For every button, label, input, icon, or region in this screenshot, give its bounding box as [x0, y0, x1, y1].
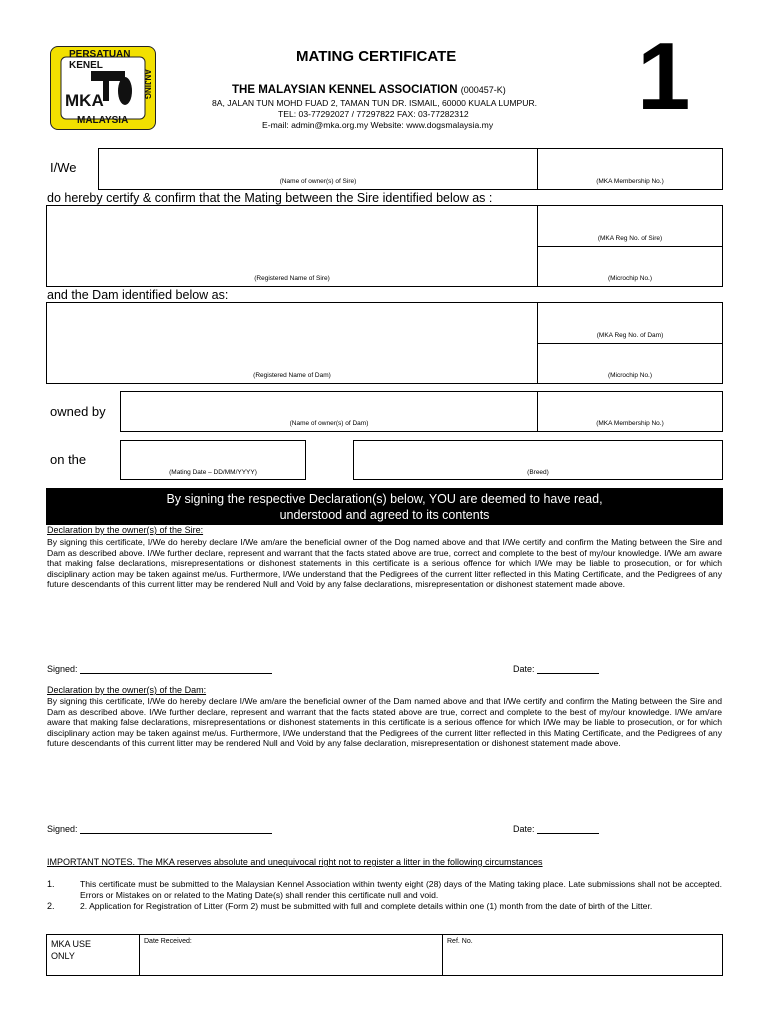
dam-signature-row: [47, 824, 272, 834]
banner-line-2: understood and agreed to its contents: [279, 508, 490, 522]
office-use-box: [46, 934, 723, 976]
form-number: 1: [637, 23, 691, 130]
dam-name-field[interactable]: [47, 303, 537, 383]
org-reg: (000457-K): [460, 85, 506, 95]
sire-date-line[interactable]: [537, 664, 599, 674]
ref-no-field[interactable]: [443, 935, 722, 975]
dam-owner-membership-caption: (MKA Membership No.): [596, 420, 664, 427]
dam-date-label: Date:: [513, 824, 535, 834]
note-1-text: This certificate must be submitted to the Malaysian Kennel Association within twenty eight (28) days of the Mating taking place. Late submissions shall not be accepted. Errors or Mistakes on or related to the Mating Date(s) shall render this certificate null and void.: [80, 879, 722, 900]
sire-owner-membership-caption: (MKA Membership No.): [596, 178, 664, 185]
date-received-field[interactable]: [140, 935, 442, 975]
org-name-line: [232, 84, 506, 96]
logo-middle-text: MKA: [65, 91, 104, 110]
logo-bottom-text: MALAYSIA: [77, 115, 129, 126]
office-use-label: MKA USE ONLY: [51, 939, 92, 961]
dam-signed-label: Signed:: [47, 824, 78, 834]
note-2-text: 2. Application for Registration of Litter (Form 2) must be submitted with full and complete details within one (1) month from the date of birth of the Litter.: [80, 901, 653, 911]
sire-declaration-heading: Declaration by the owner(s) of the Sire:: [47, 525, 204, 535]
date-received-label: Date Received:: [144, 938, 192, 945]
sire-date-row: [513, 664, 599, 674]
sire-signature-line[interactable]: [80, 664, 272, 674]
sire-declaration-text: By signing this certificate, I/We do hereby declare I/We am/are the beneficial owner of the Dog named above and that I/We certify and confirm the Mating between the Sire and Dam as described above. I/We further declare, represent and warrant that the facts stated above are true, correct and complete to the best of my/our knowledge. I/We am aware that making false declarations, misrepresentations or dishonest statements in this certificate is a serious offence for which I/We may be liable to prosecution, or for which disciplinary action may be taken against me/us. Furthermore, I/We understand that the Pedigrees of the current litter reflected in this Mating Certificate, and the Pedigrees of any future descendants of this current litter may be rendered Null and Void by any false declarations, misrepresentation or dishonest statement made above.: [47, 537, 722, 590]
sire-name-field[interactable]: [47, 206, 537, 286]
dam-reg-no-caption: (MKA Reg No. of Dam): [596, 332, 664, 339]
dam-date-line[interactable]: [537, 824, 599, 834]
dam-signature-line[interactable]: [80, 824, 272, 834]
sire-signed-label: Signed:: [47, 664, 78, 674]
sire-name-caption: (Registered Name of Sire): [254, 275, 330, 282]
sire-date-label: Date:: [513, 664, 535, 674]
mka-logo: [50, 46, 156, 130]
logo-top-text: PERSATUAN KENEL: [69, 49, 131, 71]
i-we-label: I/We: [50, 160, 77, 175]
dam-owner-name-caption: (Name of owner(s) of Dam): [289, 420, 369, 427]
dam-date-row: [513, 824, 599, 834]
ref-no-label: Ref. No.: [447, 938, 473, 945]
declaration-banner: [46, 488, 723, 525]
dam-microchip-caption: (Microchip No.): [607, 372, 653, 379]
dam-declaration-text: By signing this certificate, I/We do hereby declare I/We am/are the beneficial owner of the Dam named above and that I/We certify and confirm the Mating between the Sire and Dam as described above. I/We further declare, represent and warrant that the facts stated above are true, correct and complete to the best of my/our knowledge. I/We am/are aware that making false declarations, misrepresentations or dishonest statements in this certificate is a serious offence for which I/We may be liable to prosecution, or for which disciplinary action may be taken against me/us. Furthermore, I/We understand that the Pedigrees of the current litter reflected in this Mating Certificate, and the Pedigrees of any future descendants of this current litter may be rendered Null and Void by any false declaration, misrepresentation or dishonest statement made above.: [47, 696, 722, 749]
on-the-label: on the: [50, 452, 87, 467]
dam-intro-text: and the Dam identified below as:: [47, 288, 229, 302]
breed-caption: (Breed): [527, 469, 549, 476]
sire-owner-name-caption: (Name of owner(s) of Sire): [279, 178, 357, 185]
note-2-number: 2.: [47, 901, 55, 911]
note-1-number: 1.: [47, 879, 55, 889]
mating-date-field[interactable]: [120, 440, 306, 480]
sire-microchip-caption: (Microchip No.): [607, 275, 653, 282]
dam-declaration-heading: Declaration by the owner(s) of the Dam:: [47, 685, 207, 695]
org-address: 8A, JALAN TUN MOHD FUAD 2, TAMAN TUN DR. ISMAIL, 60000 KUALA LUMPUR.: [212, 98, 538, 108]
breed-field[interactable]: [353, 440, 723, 480]
sire-owner-row: [98, 148, 723, 190]
notes-heading: IMPORTANT NOTES. The MKA reserves absolute and unequivocal right not to register a litter in the following circumstances: [47, 857, 543, 867]
banner-line-1: By signing the respective Declaration(s) below, YOU are deemed to have read,: [166, 492, 603, 506]
sire-signature-row: [47, 664, 272, 674]
org-email-web: E-mail: admin@mka.org.my Website: www.dogsmalaysia.my: [262, 120, 494, 130]
owned-by-label: owned by: [50, 404, 106, 419]
dam-details-box: [46, 302, 723, 384]
org-name: THE MALAYSIAN KENNEL ASSOCIATION: [232, 84, 458, 96]
logo-right-text: ANJING: [143, 69, 152, 100]
org-contact: TEL: 03-77292027 / 77297822 FAX: 03-77282312: [278, 109, 469, 119]
dam-name-caption: (Registered Name of Dam): [253, 372, 331, 379]
dam-owner-row: [120, 391, 723, 432]
page-title: MATING CERTIFICATE: [296, 48, 457, 65]
sire-reg-no-caption: (MKA Reg No. of Sire): [597, 235, 663, 242]
certify-text: do hereby certify & confirm that the Mating between the Sire identified below as :: [47, 191, 493, 205]
mating-date-caption: (Mating Date – DD/MM/YYYY): [169, 469, 257, 476]
sire-details-box: [46, 205, 723, 287]
